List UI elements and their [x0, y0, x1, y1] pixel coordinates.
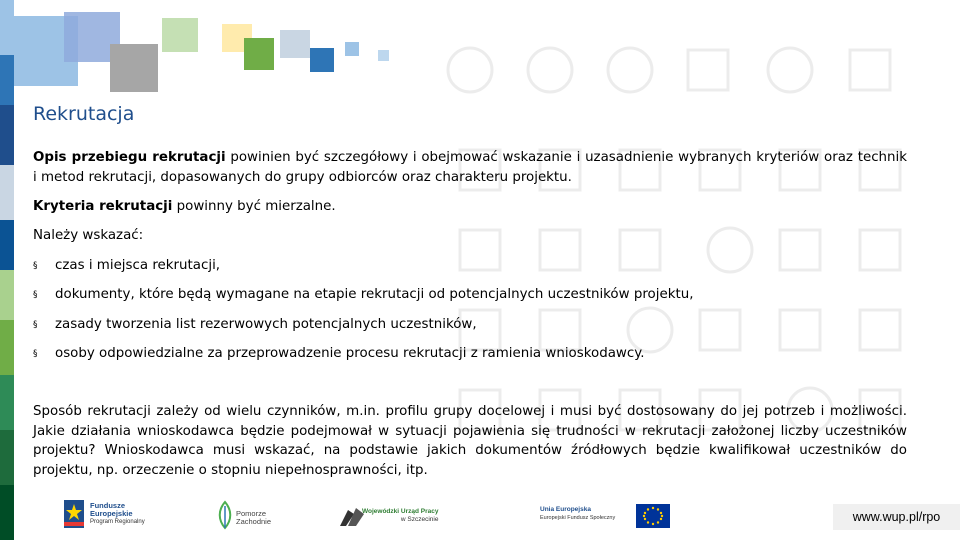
list-item-text: dokumenty, które będą wymagane na etapie rekrutacji od potencjalnych uczestników projektu, [55, 287, 694, 303]
bullet-marker: § [33, 348, 38, 359]
list-item [33, 315, 913, 344]
bullet-marker: § [33, 319, 38, 330]
recruitment-method-paragraph: Sposób rekrutacji zależy od wielu czynników, m.in. profilu grupy docelowej i musi być dostosowany do jej potrzeb i możliwości. Jakie działania wnioskodawca będzie podejmował w sytuacji pojawienia się trudności w rekrutacji założonej liczby uczestników projektu? Wnioskodawca musi wskazać, na podstawie jakich dokumentów źródłowych będzie kwalifikował uczestników do projektu, np. orzeczenie o stopniu niepełnosprawności, itp. [33, 404, 907, 478]
pomorze-zachodnie-logo [214, 500, 284, 532]
list-item [33, 344, 913, 373]
wup-logo [338, 502, 488, 532]
bullet-marker: § [33, 290, 38, 301]
list-item-text: czas i miejsca rekrutacji, [55, 258, 221, 273]
wup-line1: Wojewódzki Urząd Pracy [362, 508, 439, 515]
ue-line1: Unia Europejska [540, 506, 591, 513]
fe-line3: Program Regionalny [90, 519, 145, 525]
pz-line1: Pomorze [236, 509, 267, 518]
criteria-paragraph [33, 197, 907, 217]
list-item [33, 285, 913, 314]
pz-line2: Zachodnie [236, 517, 272, 526]
wup-line2: w Szczecinie [400, 516, 439, 523]
list-item-text: zasady tworzenia list rezerwowych potencjalnych uczestników, [55, 316, 477, 332]
eu-flag-icon [636, 504, 670, 528]
list-intro: Należy wskazać: [33, 228, 144, 243]
requirements-list [33, 256, 913, 373]
criteria-text: powinny być mierzalne. [172, 199, 336, 214]
fe-line2: Europejskie [90, 509, 133, 518]
bullet-marker: § [33, 261, 38, 271]
fe-line1: Fundusze [90, 501, 125, 510]
website-url[interactable]: www.wup.pl/rpo [833, 504, 960, 530]
fundusze-europejskie-logo [64, 496, 174, 532]
fe-star-icon [64, 496, 86, 530]
description-bold-term: Opis przebiegu rekrutacji [33, 150, 226, 165]
ue-line2: Europejski Fundusz Społeczny [540, 515, 616, 521]
unia-europejska-logo [540, 502, 670, 532]
page-title: Rekrutacja [33, 103, 135, 125]
list-item [33, 256, 913, 285]
description-text: powinien być szczegółowy i obejmować wskazanie i uzasadnienie wybranych kryteriów oraz technik i metod rekrutacji, dopasowanych do grupy odbiorców oraz charakteru projektu. [33, 150, 907, 185]
criteria-bold-term: Kryteria rekrutacji [33, 199, 173, 214]
description-paragraph [33, 148, 907, 187]
left-color-strip [0, 0, 14, 540]
list-item-text: osoby odpowiedzialne za przeprowadzenie procesu rekrutacji z ramienia wnioskodawcy. [55, 345, 645, 361]
pomorze-leaf-icon [214, 500, 236, 530]
